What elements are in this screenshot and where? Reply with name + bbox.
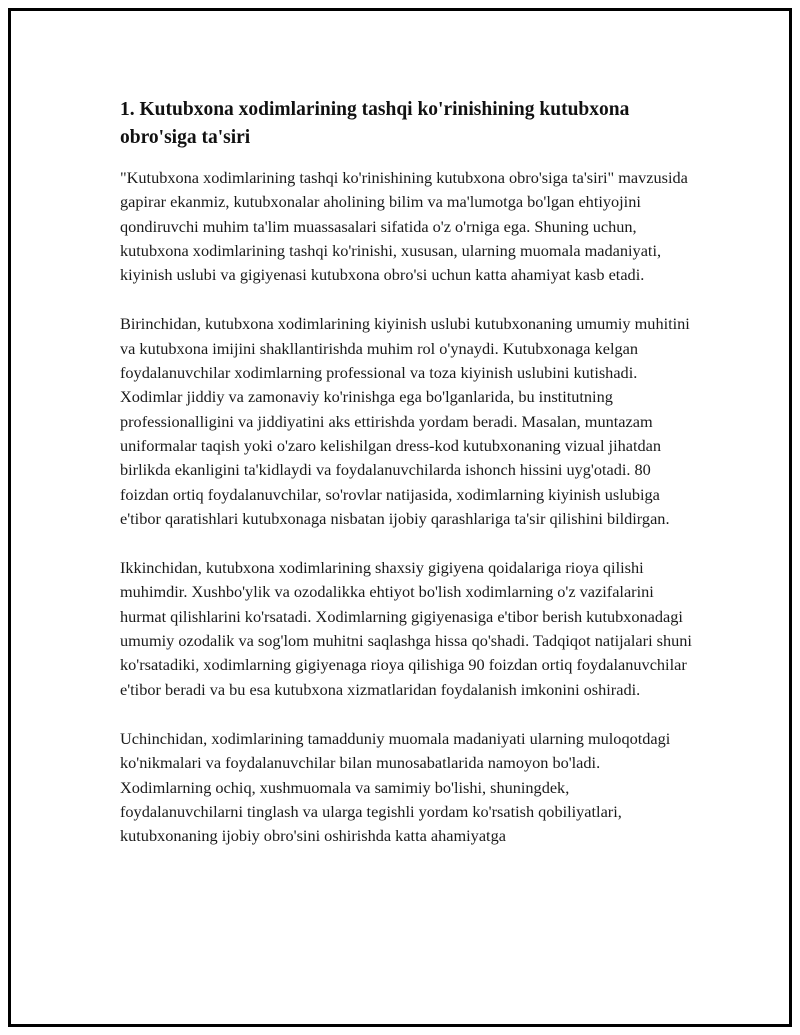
paragraph-second: Ikkinchidan, kutubxona xodimlarining shaxsiy gigiyena qoidalariga rioya qilishi muhimdir. Xushbo'ylik va ozodalikka ehtiyot bo'lish xodimlarning o'z vazifalarini hurmat qilishlarini ko'rsatadi. Xodimlarning gigiyenasiga e'tibor berish kutubxonadagi umumiy ozodalik va sog'lom muhitni saqlashga hissa qo'shadi. Tadqiqot natijalari shuni ko'rsatadiki, xodimlarning gigiyenaga rioya qilishiga 90 foizdan ortiq foydalanuvchilar e'tibor beradi va bu esa kutubxona xizmatlaridan foydalanish imkonini oshiradi.: [120, 558, 692, 699]
paragraph-third: Uchinchidan, xodimlarining tamadduniy muomala madaniyati ularning muloqotdagi ko'nikmalari va foydalanuvchilar bilan munosabatlarida namoyon bo'ladi. Xodimlarning ochiq, xushmuomala va samimiy bo'lishi, shuningdek, foydalanuvchilarni tinglash va ularga tegishli yordam ko'rsatish qobiliyatlari, kutubxonaning ijobiy obro'sini oshirishda katta ahamiyatga: [120, 728, 671, 846]
paragraph-intro: "Kutubxona xodimlarining tashqi ko'rinishining kutubxona obro'siga ta'siri" mavzusida gapirar ekanmiz, kutubxonalar aholining bilim va ma'lumotga bo'lgan ehtiyojini qondiruvchi muhim ta'lim muassasalari sifatida o'z o'rniga ega. Shuning uchun, kutubxona xodimlarining tashqi ko'rinishi, xususan, ularning muomala madaniyati, kiyinish uslubi va gigiyenasi kutubxona obro'si uchun katta ahamiyat kasb etadi.: [120, 168, 688, 285]
section-heading: 1. Kutubxona xodimlarining tashqi ko'rinishining kutubxona obro'siga ta'siri: [120, 99, 630, 148]
document-body: [120, 96, 695, 873]
page-frame: [8, 8, 792, 1027]
paragraph-first: Birinchidan, kutubxona xodimlarining kiyinish uslubi kutubxonaning umumiy muhitini va kutubxona imijini shakllantirishda muhim rol o'ynaydi. Kutubxonaga kelgan foydalanuvchilar xodimlarning professional va toza kiyinish uslubini kutishadi. Xodimlar jiddiy va zamonaviy ko'rinishga ega bo'lganlarida, bu institutning professionalligini va jiddiyatini aks ettirishda yordam beradi. Masalan, muntazam uniformalar taqish yoki o'zaro kelishilgan dress-kod kutubxonaning vizual jihatdan birlikda ekanligini ta'kidlaydi va foydalanuvchilarda ishonch hissini uyg'otadi. 80 foizdan ortiq foydalanuvchilar, so'rovlar natijasida, xodimlarning kiyinish uslubiga e'tibor qaratishlari kutubxonaga nisbatan ijobiy qarashlariga ta'sir qilishini bildirgan.: [120, 314, 690, 528]
